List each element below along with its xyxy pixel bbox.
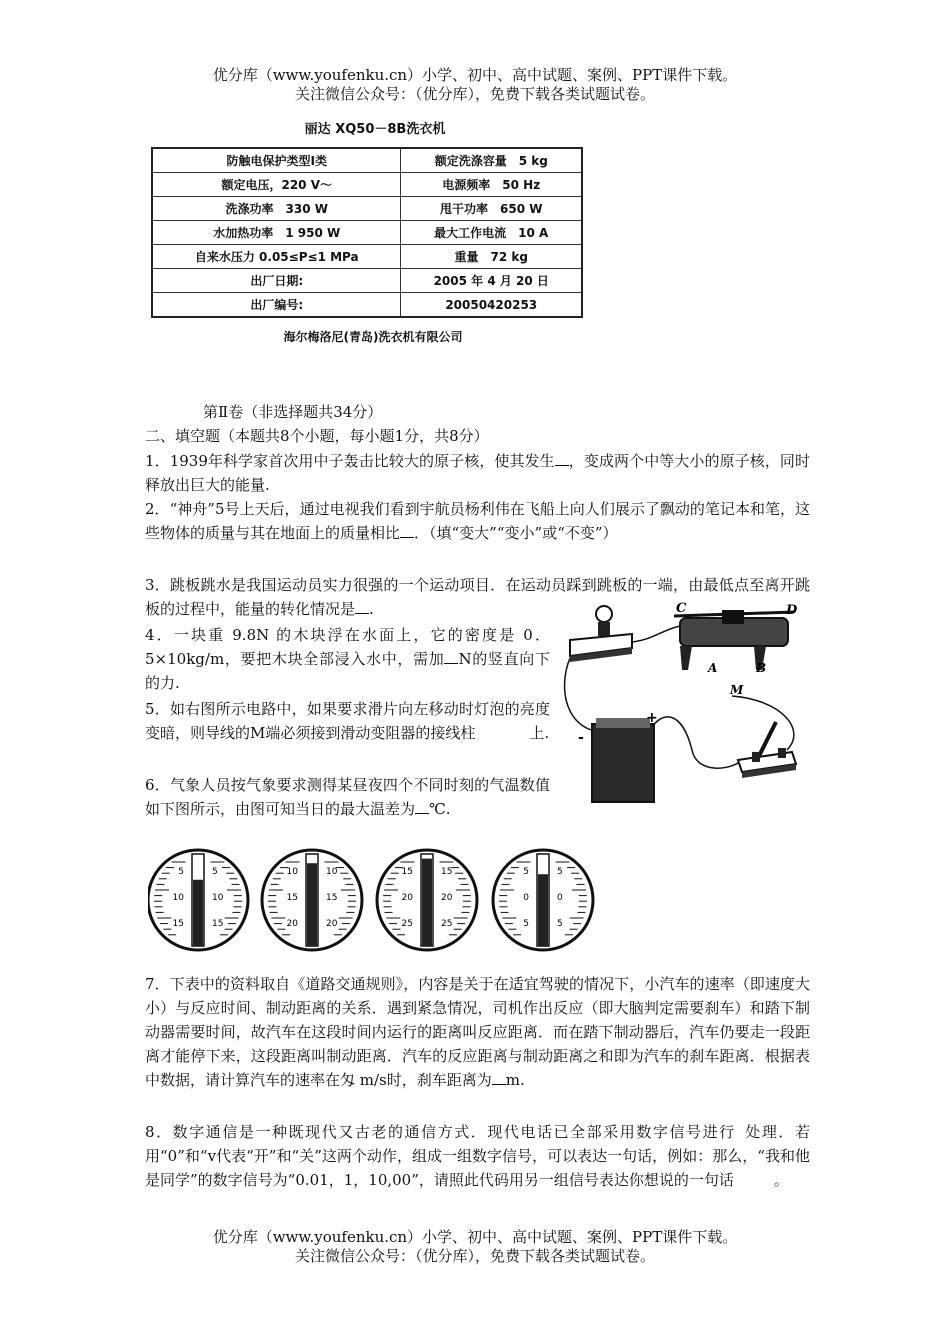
question-5-text-end: 上. xyxy=(529,724,550,742)
tick-label: 5 xyxy=(557,867,563,877)
spec-cell: 防触电保护类型Ⅰ类 xyxy=(152,148,401,173)
tick-label: 15 xyxy=(441,867,453,877)
tick-label: 10 xyxy=(326,867,338,877)
tick-label: 15 xyxy=(286,893,298,903)
mercury-column xyxy=(307,863,317,946)
rheostat-rod xyxy=(674,612,794,616)
question-5-text: 5．如右图所示电路中，如果要求滑片向左移动时灯泡的亮度变暗，则导线的M端必须接到滑动变阻器的接线柱 xyxy=(145,700,550,742)
terminal-b-label: B xyxy=(756,661,767,675)
mercury-column xyxy=(538,874,548,946)
thermometer-readings-figure xyxy=(148,848,608,958)
answer-blank[interactable] xyxy=(492,1070,506,1085)
spec-row xyxy=(152,221,582,245)
spec-row xyxy=(152,245,582,269)
tick-label: 15 xyxy=(172,919,184,929)
answer-blank[interactable] xyxy=(555,451,569,466)
battery-icon xyxy=(592,724,654,802)
tick-label: 15 xyxy=(212,919,224,929)
question-5 xyxy=(145,697,550,745)
question-1-text: 1．1939年科学家首次用中子轰击比较大的原子核，使其发生 xyxy=(145,452,555,470)
question-7-text-end: m. xyxy=(505,1071,525,1089)
washing-machine-spec-label xyxy=(148,118,588,345)
circuit-diagram xyxy=(562,600,807,810)
terminal-d-label: D xyxy=(786,603,798,618)
spec-row xyxy=(152,197,582,221)
tick-label: 20 xyxy=(441,893,453,903)
tick-label: 5 xyxy=(212,867,218,877)
tick-label: 20 xyxy=(401,893,413,903)
tick-label: 0 xyxy=(557,893,563,903)
rheostat-slider xyxy=(722,610,744,624)
header-line-2: 关注微信公众号：（优分库），免费下载各类试题试卷。 xyxy=(294,85,655,103)
spec-cell: 出厂编号: xyxy=(152,293,401,318)
spec-cell: 20050420253 xyxy=(401,293,582,318)
question-4-text-end: N的竖直向下的力. xyxy=(145,650,550,692)
question-8-text: 8．数字通信是一种既现代又古老的通信方式．现代电话已全部采用数字信号进行 xyxy=(145,1123,736,1141)
answer-blank[interactable] xyxy=(400,523,414,538)
question-7-text: 7．下表中的资料取自《道路交通规则》，内容是关于在适宜驾驶的情况下，小汽车的速率（即速度大小）与反应时间、制动距离的关系．遇到紧急情况，司机作出反应（即大脑判定需要刹车）和踏下制动器需要时间，故汽车在这段时间内运行的距离叫反应距离．而在踏下制动器后，汽车仍要走一段距离才能停下来，这段距离叫制动距离．汽车的反应距离与制动距离之和即为汽车的刹车距离．根据表中数据，请计算汽车的速率在匁 m/s时，刹车距离为 xyxy=(145,975,810,1089)
question-6-text-end: ℃. xyxy=(429,800,451,818)
tick-label: 5 xyxy=(557,919,563,929)
answer-blank[interactable] xyxy=(415,799,429,814)
question-4-text: 4．一块重 9.8N 的木块浮在水面上，它的密度是 0．5×10kg/m，要把木块全部浸入水中，需加 xyxy=(145,626,550,668)
tick-label: 20 xyxy=(286,919,298,929)
terminal-c-label: C xyxy=(676,601,687,616)
wire xyxy=(632,626,680,642)
bulb-icon xyxy=(596,606,612,622)
question-8 xyxy=(145,1120,810,1192)
question-6-text: 6．气象人员按气象要求测得某昼夜四个不同时刻的气温数值如下图所示，由图可知当日的最大温差为 xyxy=(145,776,550,818)
answer-blank[interactable] xyxy=(444,649,458,664)
question-8-text-end: 。 xyxy=(773,1171,789,1189)
spec-cell: 甩干功率 650 W xyxy=(401,197,582,221)
bulb-socket xyxy=(598,622,610,636)
spec-cell: 额定电压，220 V～ xyxy=(152,173,401,197)
spec-title: 丽达 XQ50－8B洗衣机 xyxy=(304,122,446,137)
fill-in-heading: 二、填空题（本题共8个小题，每小题1分，共8分） xyxy=(145,427,489,445)
tick-label: 25 xyxy=(401,919,413,929)
spec-cell: 2005 年 4 月 20 日 xyxy=(401,269,582,293)
switch-lever xyxy=(758,722,776,758)
wire-m-label: M xyxy=(730,683,744,697)
spec-cell: 重量 72 kg xyxy=(401,245,582,269)
footer-line-1: 优分库（www.youfenku.cn）小学、初中、高中试题、案例、PPT课件下载。 xyxy=(212,1228,738,1246)
mercury-column xyxy=(422,859,432,946)
tick-label: 5 xyxy=(178,867,184,877)
tick-label: 5 xyxy=(523,919,529,929)
spec-cell: 自来水压力 0.05≤P≤1 MPa xyxy=(152,245,401,269)
question-1 xyxy=(145,449,810,497)
tick-label: 25 xyxy=(441,919,453,929)
rheostat-leg xyxy=(680,646,692,670)
spec-row xyxy=(152,269,582,293)
tick-label: 10 xyxy=(212,893,224,903)
answer-blank[interactable] xyxy=(355,599,369,614)
spec-manufacturer: 海尔梅洛尼(青岛)洗衣机有限公司 xyxy=(283,330,463,344)
battery-top xyxy=(596,718,650,728)
question-8-text-mid: 处理．若用“0”和“v代表“开”和“关”这两个动作，组成一组数字信号，可以表达一句话，例如：那么，“我和他是同学”的数字信号为“0.01，1，10,00”，请照此代码用另一组信号表达你想说的一句话 xyxy=(145,1123,810,1189)
spec-table xyxy=(151,147,583,318)
question-2 xyxy=(145,497,810,545)
footer-line-2: 关注微信公众号：（优分库），免费下载各类试题试卷。 xyxy=(294,1247,655,1265)
tick-label: 15 xyxy=(326,893,338,903)
spec-row xyxy=(152,293,582,318)
spec-row xyxy=(152,148,582,173)
spec-cell: 出厂日期: xyxy=(152,269,401,293)
question-3-text: 3．跳板跳水是我国运动员实力很强的一个运动项目．在运动员踩到跳板的一端，由最低点至离开跳板的过程中，能量的转化情况是 xyxy=(145,576,810,618)
tick-label: 10 xyxy=(286,867,298,877)
question-7 xyxy=(145,972,810,1092)
spec-cell: 电源频率 50 Hz xyxy=(401,173,582,197)
question-2-text: 2．“神舟”5号上天后，通过电视我们看到宇航员杨利伟在飞船上向人们展示了飘动的笔记本和笔，这些物体的质量与其在地面上的质量相比 xyxy=(145,500,810,542)
question-1-text-end: ，变成两个中等大小的原子核，同时释放出巨大的能量. xyxy=(145,452,810,494)
spec-cell: 水加热功率 1 950 W xyxy=(152,221,401,245)
question-3-text-end: . xyxy=(369,600,374,618)
tick-label: 5 xyxy=(523,867,529,877)
question-6 xyxy=(145,773,550,821)
battery-minus-label: - xyxy=(578,730,584,746)
switch-post xyxy=(778,748,786,758)
tick-label: 0 xyxy=(523,893,529,903)
terminal-a-label: A xyxy=(708,661,718,675)
tick-label: 15 xyxy=(401,867,413,877)
part-two-heading: 第Ⅱ卷（非选择题共34分） xyxy=(203,403,383,421)
wire-m xyxy=(732,696,794,750)
spec-cell: 额定洗涤容量 5 kg xyxy=(401,148,582,173)
tick-label: 20 xyxy=(326,919,338,929)
page-header xyxy=(0,66,950,104)
switch-post xyxy=(752,752,760,762)
question-2-text-end: ．（填“变大”“变小”或“不变”） xyxy=(414,524,618,542)
question-4 xyxy=(145,623,550,695)
page-footer xyxy=(0,1228,950,1266)
battery-plus-label: + xyxy=(646,710,658,726)
header-line-1: 优分库（www.youfenku.cn）小学、初中、高中试题、案例、PPT课件下载。 xyxy=(212,66,738,84)
mercury-column xyxy=(193,880,203,946)
tick-label: 10 xyxy=(172,893,184,903)
spec-cell: 洗涤功率 330 W xyxy=(152,197,401,221)
wire xyxy=(650,717,742,768)
spec-row xyxy=(152,173,582,197)
spec-cell: 最大工作电流 10 A xyxy=(401,221,582,245)
